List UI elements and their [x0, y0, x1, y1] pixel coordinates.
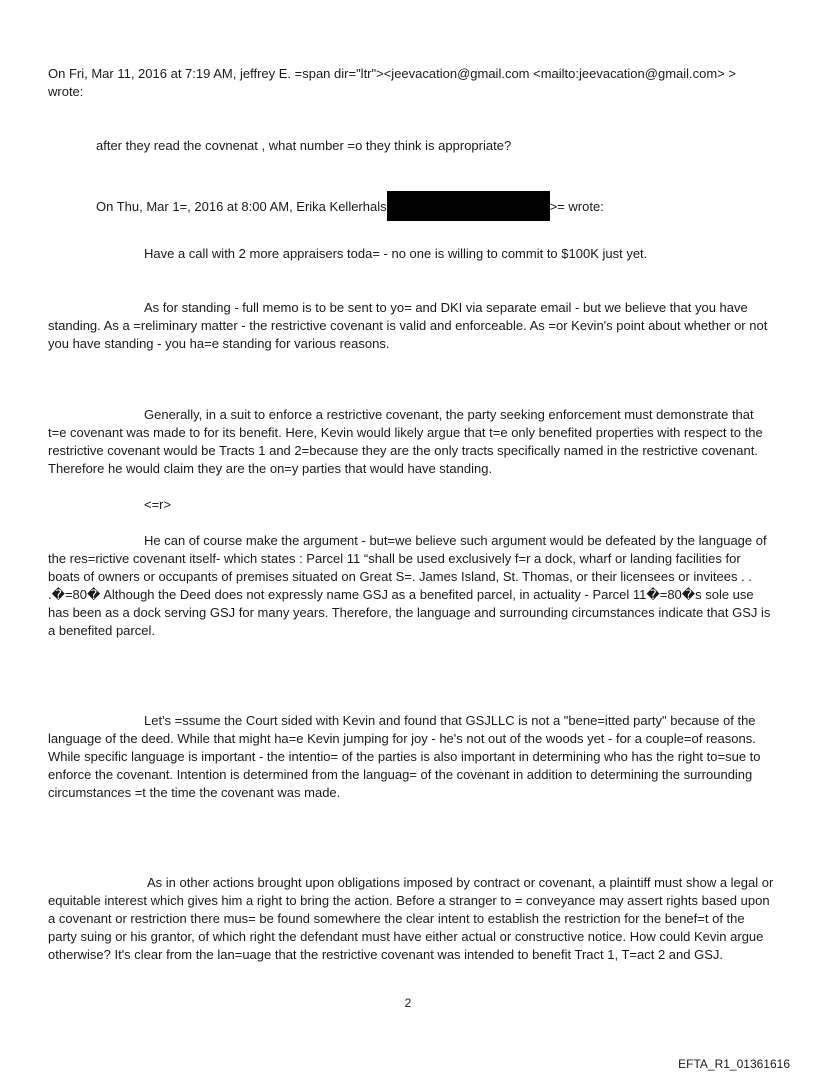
- paragraph: Generally, in a suit to enforce a restrictive covenant, the party seeking enforcement must demonstrate that t=e covenant was made to for its benefit. Here, Kevin would likely argue that t=e only benefited properties with respect to the restrictive covenant would be Tracts 1 and 2=because they are the only tracts specifically named in the restrictive covenant. Therefore he would claim they are the on=y parties that would have standing.: [48, 407, 763, 476]
- paragraph: He can of course make the argument - but=we believe such argument would be defeated by the language of the res=rictive covenant itself- which states : Parcel 11 “shall be used exclusively f=r a dock, wharf or landing facilities for boats of owners or occupants of premises situated on Great S=. James Island, St. Thomas, or their licensees or invitees . . .�=80� Although the Deed does not expressly name GSJ as a benefited parcel, in actuality - Parcel 11�=80�s sole use has been as a dock serving GSJ for many years. Therefore, the language and surrounding circumstances indicate that GSJ is a benefited parcel.: [48, 533, 771, 638]
- paragraph: Have a call with 2 more appraisers toda= - no one is willing to commit to $100K just yet.: [144, 246, 648, 261]
- redaction-box: [387, 191, 550, 221]
- bates-number: EFTA_R1_01361616: [678, 1057, 790, 1071]
- paragraph: <=r>: [144, 497, 172, 512]
- paragraph: Let's =ssume the Court sided with Kevin and found that GSJLLC is not a "bene=itted party" because of the language of the deed. While that might ha=e Kevin jumping for joy - he's not out of the woods yet - for a couple=of reasons. While specific language is important - the intentio= of the parties is also important in determining who has the right to=sue to enforce the covenant. Intention is determined from the languag= of the covenant in addition to determining the surrounding circumstances =t the time the covenant was made.: [48, 713, 761, 800]
- page-number: 2: [404, 996, 412, 1010]
- paragraph: As for standing - full memo is to be sent to yo= and DKI via separate email - but we believe that you have standing. As a =reliminary matter - the restrictive covenant is valid and enforceable. As =or Kevin's point about whether or not you have standing - you ha=e standing for various reasons.: [48, 300, 768, 351]
- quoted-header: [96, 191, 776, 221]
- reply-line: after they read the covnenat , what number =o they think is appropriate?: [96, 138, 512, 153]
- email-header: On Fri, Mar 11, 2016 at 7:19 AM, jeffrey E. =span dir="ltr"><jeevacation@gmail.com <mailto:jeevacation@gmail.com> > wrote:: [48, 66, 736, 99]
- quoted-header-prefix: On Thu, Mar 1=, 2016 at 8:00 AM, Erika Kellerhals: [96, 199, 387, 214]
- quoted-header-suffix: >= wrote:: [549, 199, 604, 214]
- paragraph: As in other actions brought upon obligations imposed by contract or covenant, a plaintiff must show a legal or equitable interest which gives him a right to bring the action. Before a stranger to = conveyance may assert rights based upon a covenant or restriction there mus= be found somewhere the clear intent to establish the restriction for the benef=t of the party suing or his grantor, of which right the defendant must have either actual or constructive notice. How could Kevin argue otherwise? It's clear from the lan=uage that the restrictive covenant was intended to benefit Tract 1, T=act 2 and GSJ.: [48, 875, 774, 962]
